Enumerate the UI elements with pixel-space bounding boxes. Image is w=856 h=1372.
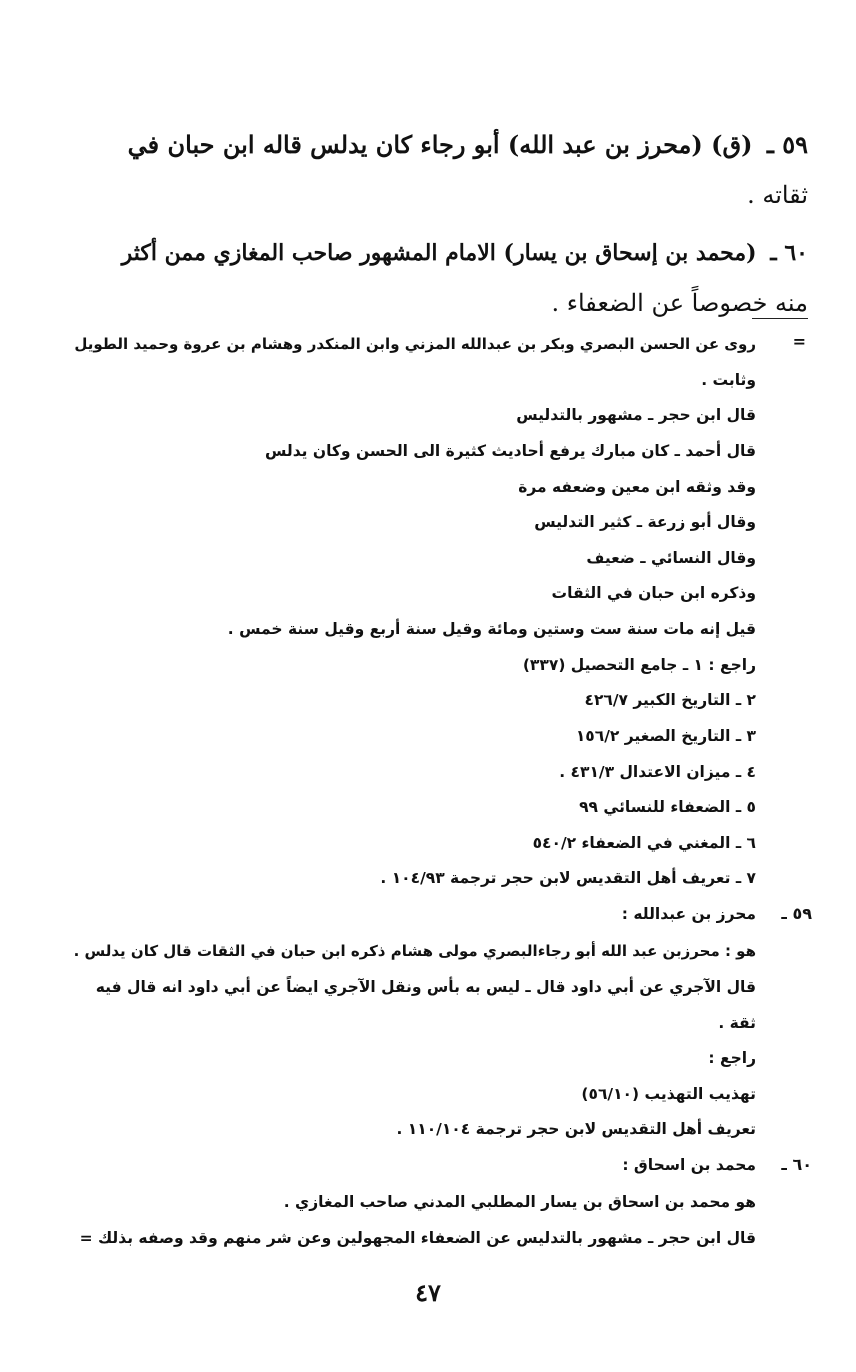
- footnote-60-line: هو محمد بن اسحاق بن يسار المطلبي المدني صاحب المغازي .: [283, 1193, 756, 1211]
- footnote-59-title: محرز بن عبدالله :: [621, 905, 756, 923]
- entry-60: [108, 228, 808, 328]
- footnote-line: قال ابن حجر ـ مشهور بالتدليس: [516, 406, 756, 424]
- entry-60-number: ٦٠ ـ: [770, 240, 808, 266]
- entry-59-line-2: ثقاته .: [747, 181, 808, 209]
- footnote-59-line: ثقة .: [718, 1014, 756, 1032]
- footnote-continuation-marker: =: [792, 332, 806, 351]
- footnote-line: وقد وثقه ابن معين وضعفه مرة: [518, 478, 756, 496]
- footnote-line: قيل إنه مات سنة ست وستين ومائة وقيل سنة أربع وقيل سنة خمس .: [227, 620, 756, 638]
- entry-60-line-2: منه خصوصاً عن الضعفاء .: [551, 289, 808, 317]
- page-number: ٤٧: [415, 1278, 441, 1307]
- footnote-60-number: ٦٠ ـ: [781, 1155, 812, 1174]
- footnote-line: وقال النسائي ـ ضعيف: [586, 549, 756, 567]
- footnote-59-line: تهذيب التهذيب (٥٦/١٠): [581, 1085, 756, 1103]
- entry-59-number: ٥٩ ـ: [766, 130, 808, 159]
- footnote-60-title: محمد بن اسحاق :: [622, 1156, 756, 1174]
- footnote-line: قال أحمد ـ كان مبارك يرفع أحاديث كثيرة الى الحسن وكان يدلس: [264, 442, 756, 460]
- footnote-separator: [752, 318, 808, 319]
- footnote-reference-1: راجع : ١ ـ جامع التحصيل (٣٣٧): [522, 656, 756, 674]
- entry-60-line-1: [108, 228, 808, 278]
- footnote-59-line: تعريف أهل التقديس لابن حجر ترجمة ١١٠/١٠٤ .: [396, 1120, 756, 1138]
- footnote-reference-4: ٤ ـ ميزان الاعتدال ٤٣١/٣ .: [559, 763, 756, 781]
- entry-59-line-1: [108, 120, 808, 170]
- footnote-59-line: هو : محرزبن عبد الله أبو رجاءالبصري مولى هشام ذكره ابن حبان في الثقات قال كان يدلس .: [73, 942, 756, 960]
- footnote-59-number: ٥٩ ـ: [781, 904, 812, 923]
- footnote-59-line: راجع :: [708, 1049, 756, 1067]
- entry-59: [108, 120, 808, 220]
- footnote-line: وذكره ابن حبان في الثقات: [551, 584, 756, 602]
- footnote-60-line: قال ابن حجر ـ مشهور بالتدليس عن الضعفاء المجهولين وعن شر منهم وقد وصفه بذلك =: [79, 1229, 756, 1247]
- footnote-line: وثابت .: [701, 371, 756, 389]
- footnote-reference-3: ٣ ـ التاريخ الصغير ١٥٦/٢: [575, 727, 756, 745]
- footnote-59-line: قال الآجري عن أبي داود قال ـ ليس به بأس ونقل الآجري ايضاً عن أبي داود انه قال فيه: [95, 978, 756, 996]
- entry-59-text: (ق) (محرز بن عبد الله) أبو رجاء كان يدلس قاله ابن حبان في: [127, 130, 753, 159]
- footnote-reference-5: ٥ ـ الضعفاء للنسائي ٩٩: [579, 798, 756, 816]
- footnote-reference-7: ٧ ـ تعريف أهل التقديس لابن حجر ترجمة ١٠٤/٩٣ .: [380, 869, 756, 887]
- footnote-reference-6: ٦ ـ المغني في الضعفاء ٥٤٠/٢: [532, 834, 756, 852]
- footnote-reference-2: ٢ ـ التاريخ الكبير ٤٢٦/٧: [584, 691, 756, 709]
- footnote-line: وقال أبو زرعة ـ كثير التدليس: [534, 513, 756, 531]
- entry-60-text: (محمد بن إسحاق بن يسار) الامام المشهور صاحب المغازي ممن أكثر: [121, 240, 757, 266]
- footnote-line: روى عن الحسن البصري وبكر بن عبدالله المزني وابن المنكدر وهشام بن عروة وحميد الطويل: [74, 335, 756, 353]
